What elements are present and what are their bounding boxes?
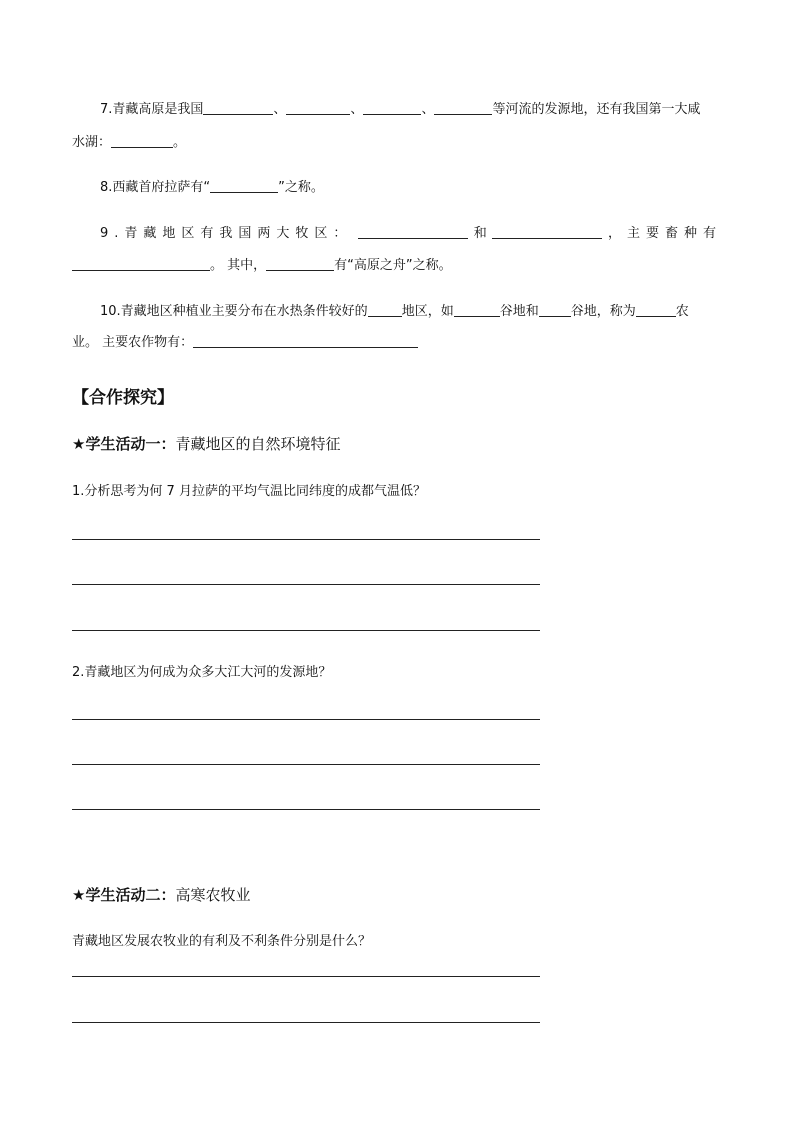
activity-1-label: ★学生活动一： [72,435,176,453]
answer-line[interactable] [72,719,540,720]
question-7-line-2: 水湖： 。 [72,135,187,150]
activity-2-heading [72,884,250,905]
answer-line[interactable] [72,764,540,765]
answer-line[interactable] [72,584,540,585]
question-7-line-1: 7.青藏高原是我国 、 、 、 等河流的发源地，还有我国第一大咸 [100,102,701,117]
answer-line[interactable] [72,1022,540,1023]
q10-blank-1[interactable] [368,302,402,317]
activity-2-title: 高寒农牧业 [175,886,251,904]
q7-blank-5[interactable] [111,133,173,148]
question-10-line-1: 10.青藏地区种植业主要分布在水热条件较好的 地区，如 谷地和 谷地，称为 农 [100,304,689,319]
q10-blank-3[interactable] [539,302,571,317]
q10-blank-4[interactable] [636,302,676,317]
answer-line[interactable] [72,809,540,810]
answer-line[interactable] [72,539,540,540]
q10-blank-2[interactable] [454,302,500,317]
activity-2-question-1: 青藏地区发展农牧业的有利及不利条件分别是什么？ [72,934,372,949]
q7-blank-4[interactable] [434,100,492,115]
q7-blank-2[interactable] [286,100,350,115]
question-8: 8.西藏首府拉萨有“ ”之称。 [100,180,324,195]
q10-blank-5[interactable] [193,333,418,348]
answer-line[interactable] [72,976,540,977]
activity-1-title: 青藏地区的自然环境特征 [175,435,341,453]
q9-blank-3[interactable] [72,256,210,271]
activity-1-question-2: 2.青藏地区为何成为众多大江大河的发源地？ [72,665,332,680]
answer-line[interactable] [72,630,540,631]
activity-1-question-1: 1.分析思考为何 7 月拉萨的平均气温比同纬度的成都气温低？ [72,484,426,499]
q7-blank-3[interactable] [363,100,421,115]
q9-blank-4[interactable] [266,256,334,271]
activity-1-heading [72,433,340,454]
section-title: 【合作探究】 [72,388,174,408]
q7-text: 7.青藏高原是我国 [100,102,204,117]
question-9-line-2: 。 其中， 有“高原之舟”之称。 [72,256,452,276]
q7-blank-1[interactable] [203,100,273,115]
q9-blank-1[interactable] [358,224,468,239]
question-9-line-1: 9.青藏地区有我国两大牧区： 和 ，主要畜种有 [100,226,722,241]
question-10-line-2: 业。 主要农作物有： [72,333,418,353]
q8-blank[interactable] [210,178,278,193]
activity-2-label: ★学生活动二： [72,886,176,904]
q9-blank-2[interactable] [492,224,602,239]
